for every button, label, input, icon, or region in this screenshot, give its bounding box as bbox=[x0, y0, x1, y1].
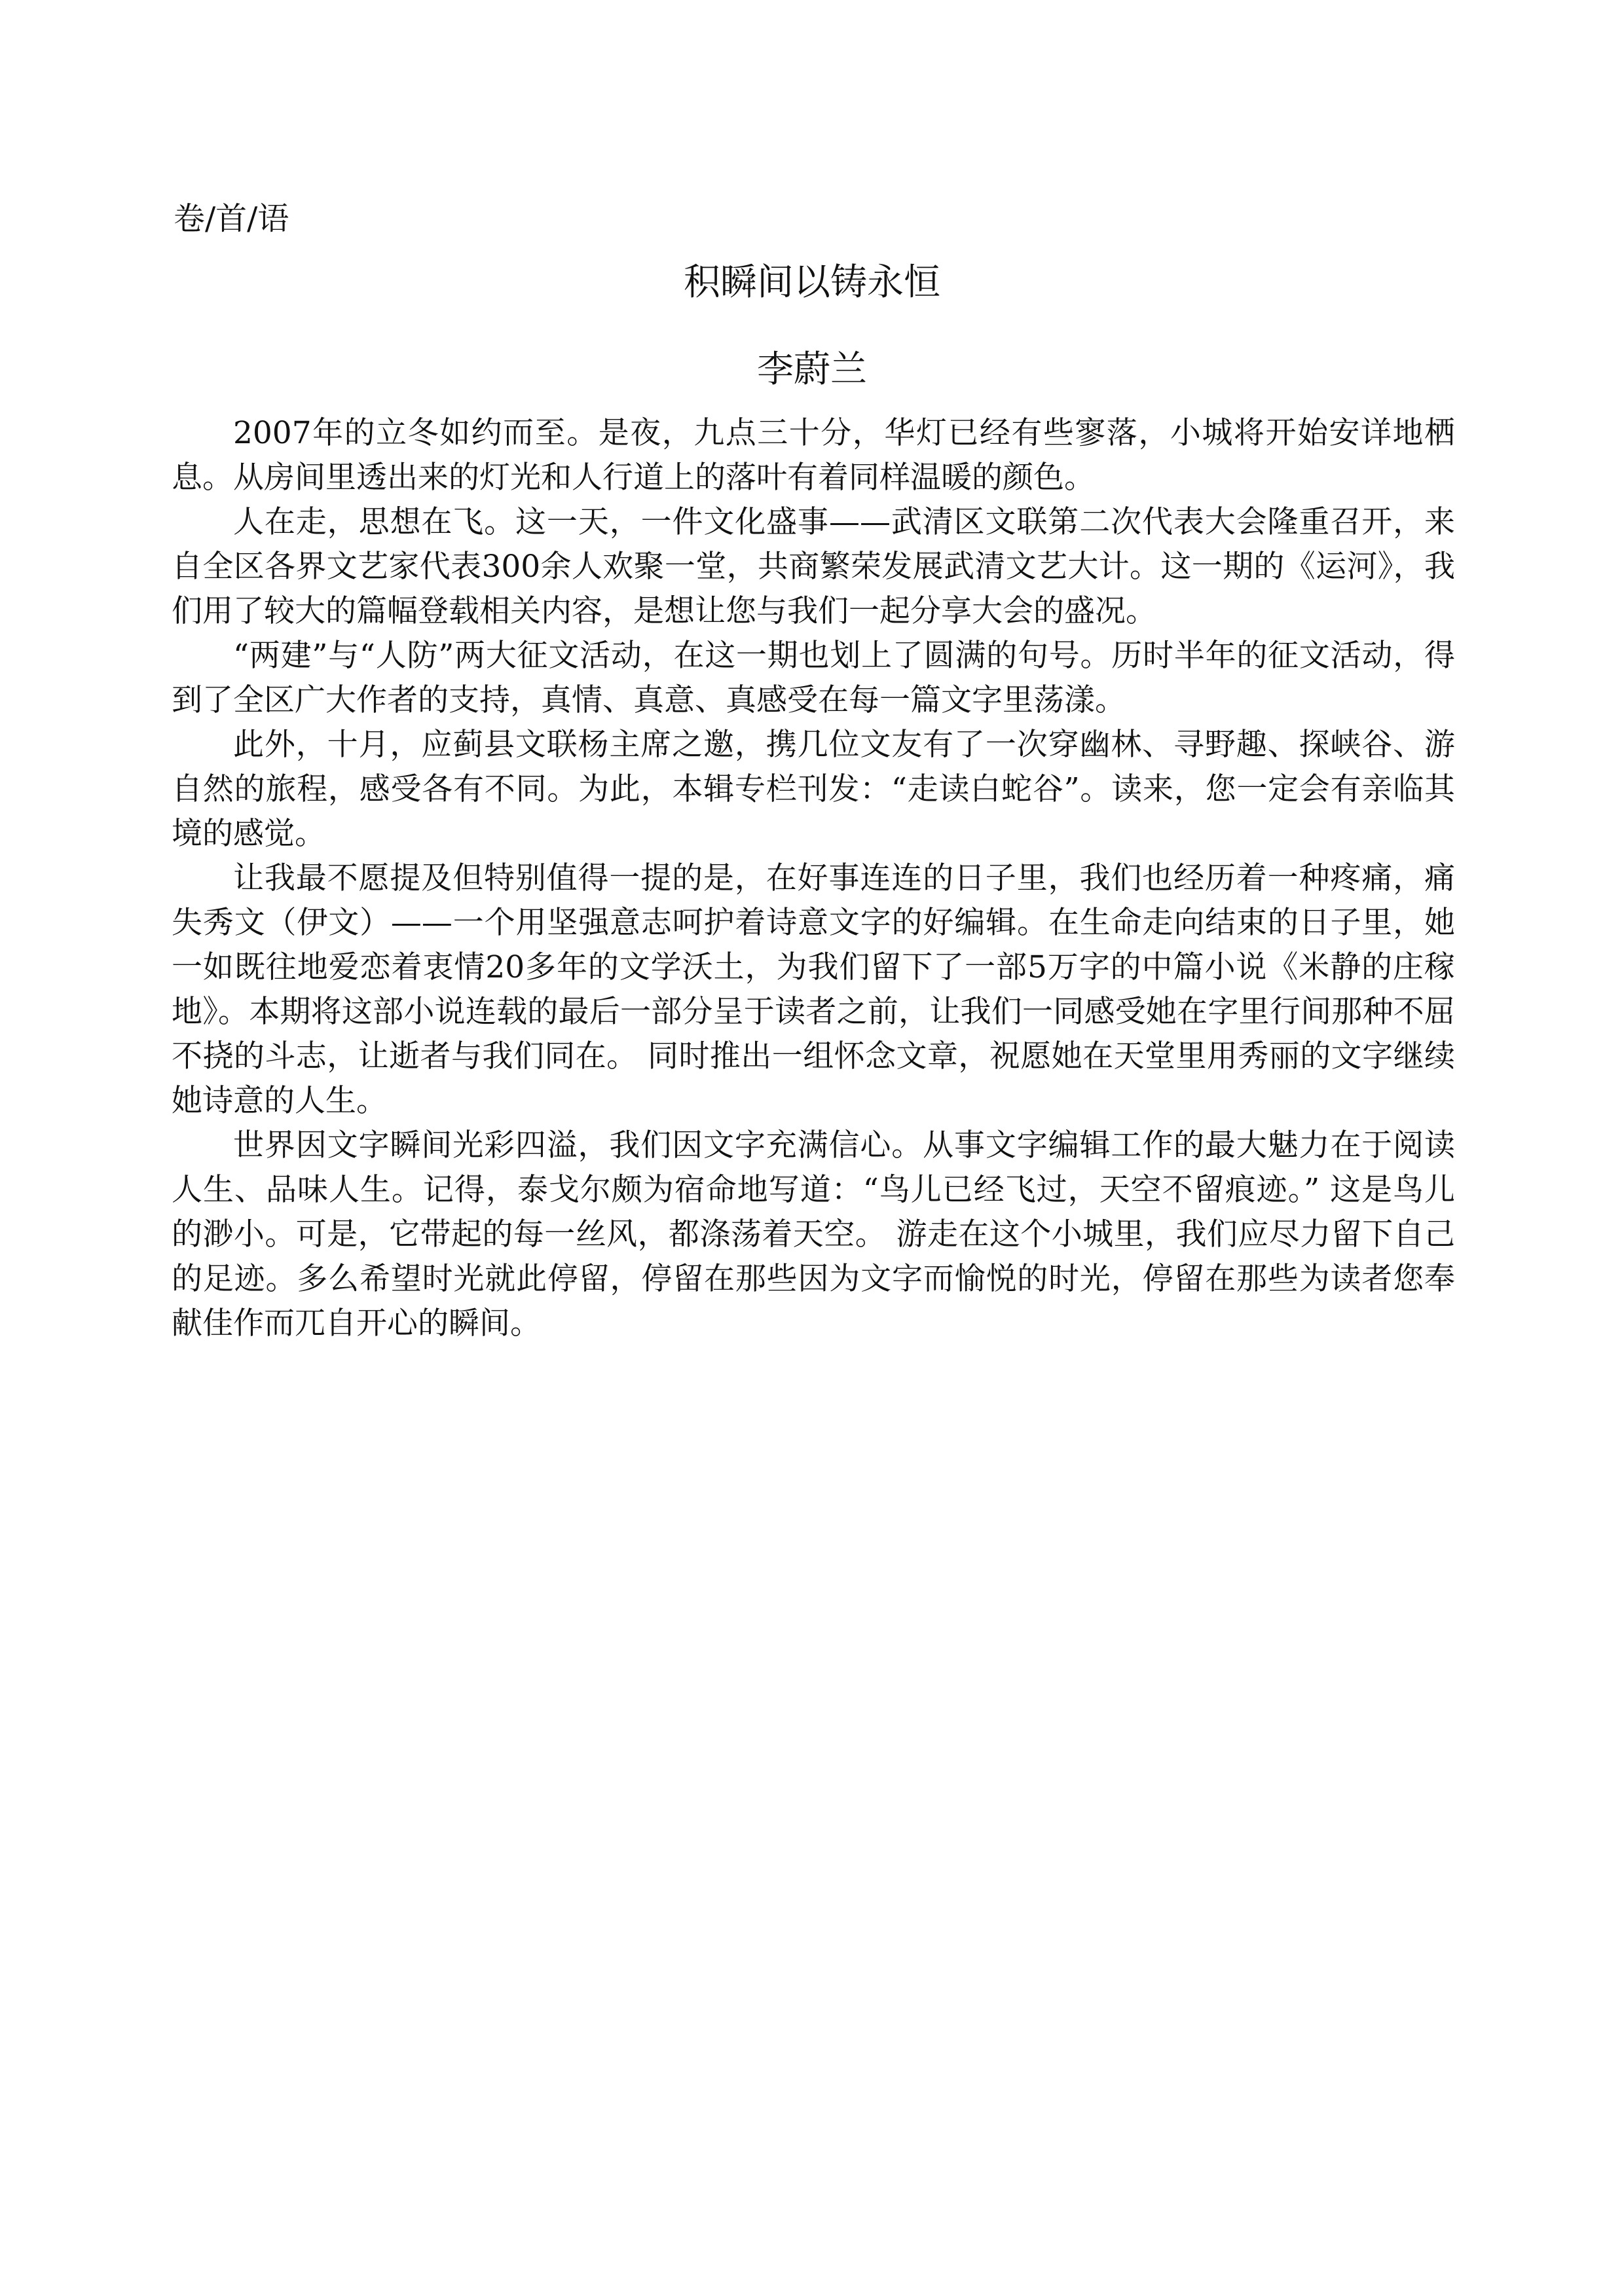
paragraph: 世界因文字瞬间光彩四溢，我们因文字充满信心。从事文字编辑工作的最大魅力在于阅读人生、品味人生。记得，泰戈尔颇为宿命地写道：“鸟儿已经飞过，天空不留痕迹。” 这是鸟儿的渺小。可是，它带起的每一丝风，都涤荡着天空。 游走在这个小城里，我们应尽力留下自己的足迹。多么希望时光就此停留，停留在那些因为文字而愉悦的时光，停留在那些为读者您奉献佳作而兀自开心的瞬间。 bbox=[172, 1127, 1455, 1341]
section-label: 卷/首/语 bbox=[174, 200, 289, 237]
paragraph: “两建”与“人防”两大征文活动，在这一期也划上了圆满的句号。历时半年的征文活动，得到了全区广大作者的支持，真情、真意、真感受在每一篇文字里荡漾。 bbox=[172, 638, 1455, 718]
article-body bbox=[172, 411, 1455, 1346]
article-title: 积瞬间以铸永恒 bbox=[684, 261, 940, 304]
paragraph: 2007年的立冬如约而至。是夜，九点三十分，华灯已经有些寥落，小城将开始安详地栖息。从房间里透出来的灯光和人行道上的落叶有着同样温暖的颜色。 bbox=[172, 415, 1455, 496]
paragraph: 此外，十月，应蓟县文联杨主席之邀，携几位文友有了一次穿幽林、寻野趣、探峡谷、游自然的旅程，感受各有不同。为此，本辑专栏刊发：“走读白蛇谷”。读来，您一定会有亲临其境的感觉。 bbox=[172, 727, 1455, 852]
paragraph: 人在走，思想在飞。这一天，一件文化盛事——武清区文联第二次代表大会隆重召开，来自全区各界文艺家代表300余人欢聚一堂，共商繁荣发展武清文艺大计。这一期的《运河》，我们用了较大的篇幅登载相关内容，是想让您与我们一起分享大会的盛况。 bbox=[172, 504, 1455, 629]
article-author: 李蔚兰 bbox=[757, 348, 867, 391]
paragraph: 让我最不愿提及但特别值得一提的是，在好事连连的日子里，我们也经历着一种疼痛，痛失秀文（伊文）——一个用坚强意志呵护着诗意文字的好编辑。在生命走向结束的日子里，她一如既往地爱恋着衷情20多年的文学沃土，为我们留下了一部5万字的中篇小说《米静的庄稼地》。本期将这部小说连载的最后一部分呈于读者之前，让我们一同感受她在字里行间那种不屈不挠的斗志，让逝者与我们同在。 同时推出一组怀念文章，祝愿她在天堂里用秀丽的文字继续她诗意的人生。 bbox=[172, 860, 1455, 1119]
